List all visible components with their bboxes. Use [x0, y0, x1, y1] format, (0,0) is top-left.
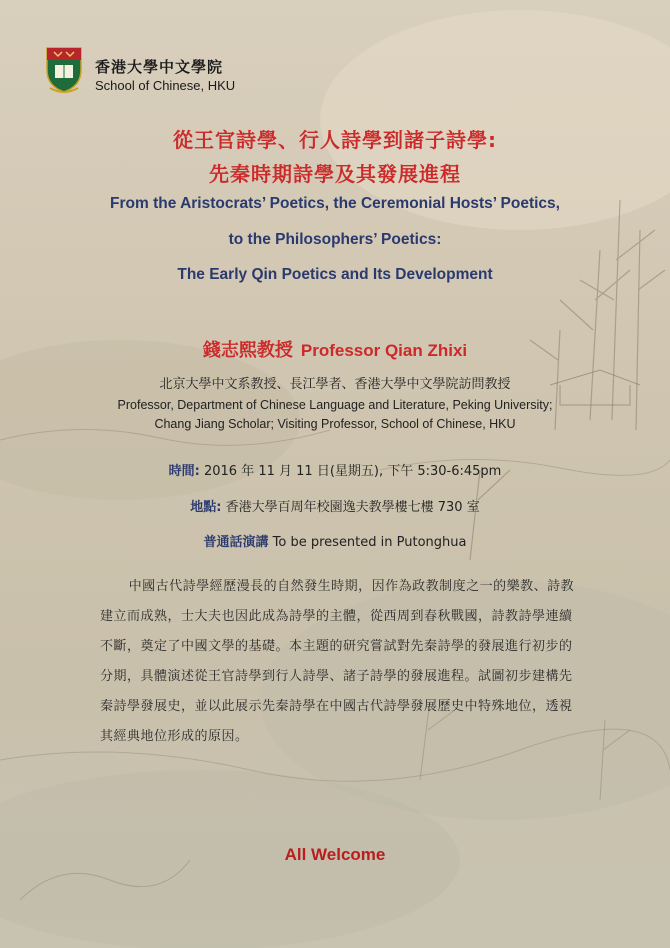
title-en-line3: The Early Qin Poetics and Its Development: [177, 266, 493, 283]
speaker-name-en: Professor Qian Zhixi: [300, 341, 468, 360]
speaker-role-en-line1: Professor, Department of Chinese Language and Literature, Peking University;: [117, 398, 553, 412]
title-en-line2: to the Philosophers’ Poetics:: [228, 231, 442, 248]
language-value: To be presented in Putonghua: [272, 535, 467, 550]
language-label: 普通話演講: [203, 535, 269, 550]
speaker-role-cn: 北京大學中文系教授、長江學者、香港大學中文學院訪問教授: [159, 377, 511, 392]
title-en-line1: From the Aristocrats’ Poetics, the Ceremonial Hosts’ Poetics,: [110, 195, 560, 212]
time-label: 時間:: [168, 464, 200, 479]
speaker-name-cn: 錢志熙教授: [202, 340, 293, 361]
event-time: [0, 460, 670, 479]
speaker-role-en-line2: Chang Jiang Scholar; Visiting Professor, School of Chinese, HKU: [154, 417, 516, 431]
org-name-cn: 香港大學中文學院: [95, 58, 224, 76]
venue-label: 地點:: [190, 500, 222, 515]
abstract: [100, 572, 578, 752]
speaker-name: [0, 336, 670, 362]
org-name-en: School of Chinese, HKU: [95, 78, 236, 93]
hku-crest-icon: [44, 46, 84, 94]
abstract-text: 中國古代詩學經歷漫長的自然發生時期，因作為政教制度之一的樂教、詩教建立而成熟，士大夫也因此成為詩學的主體，從西周到春秋戰國，詩教詩學連續不斷，奠定了中國文學的基礎。本主題的研究嘗試對先秦詩學的發展進行初步的分期，具體演述從王官詩學到行人詩學、諸子詩學的發展進程。試圖初步建構先秦詩學發展史，並以此展示先秦詩學在中國古代詩學發展歷史中特殊地位，透視其經典地位形成的原因。: [100, 579, 575, 744]
title-cn-line1: 從王官詩學、行人詩學到諸子詩學:: [173, 128, 497, 152]
title-cn-line2: 先秦時期詩學及其發展進程: [209, 162, 461, 186]
time-value: 2016 年 11 月 11 日(星期五), 下午 5:30-6:45pm: [203, 464, 502, 479]
venue-value: 香港大學百周年校園逸夫教學樓七樓 730 室: [225, 500, 480, 515]
event-language: [0, 531, 670, 550]
event-venue: [0, 496, 670, 515]
all-welcome: All Welcome: [284, 845, 386, 864]
